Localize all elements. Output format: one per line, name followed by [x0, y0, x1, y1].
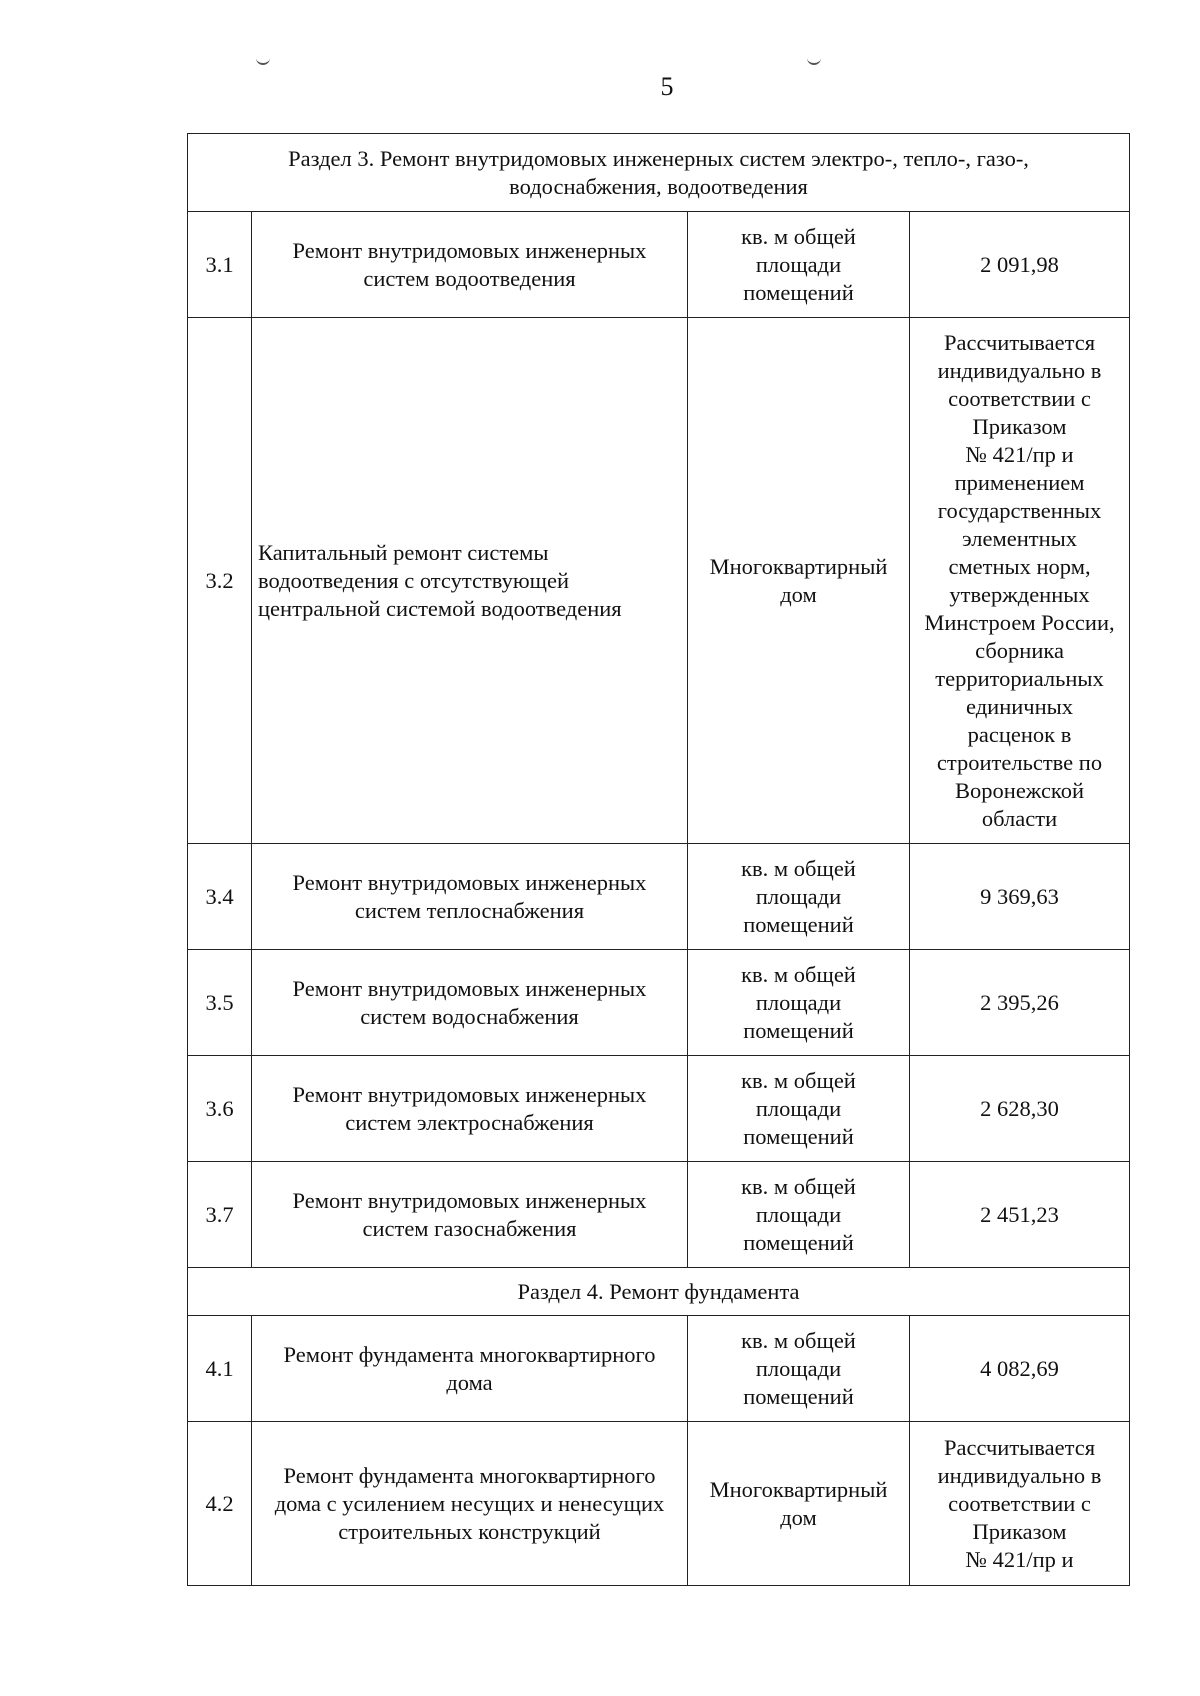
cost-value: 2 451,23 [910, 1162, 1130, 1268]
section-header-row [188, 1268, 1130, 1316]
unit: кв. м общей площади помещений [688, 1316, 910, 1422]
page-number: 5 [660, 72, 674, 101]
work-name: Ремонт фундамента многоквартирного дома с усилением несущих и ненесущих строительных конструкций [252, 1422, 688, 1586]
table-row [188, 950, 1130, 1056]
section-title: Раздел 4. Ремонт фундамента [188, 1268, 1130, 1316]
work-name: Ремонт внутридомовых инженерных систем водоснабжения [252, 950, 688, 1056]
row-number: 3.2 [188, 318, 252, 844]
section-title: Раздел 3. Ремонт внутридомовых инженерных систем электро-, тепло-, газо-, водоснабжения, водоотведения [188, 134, 1130, 212]
work-name: Капитальный ремонт системы водоотведения с отсутствующей центральной системой водоотведения [252, 318, 688, 844]
row-number: 3.1 [188, 212, 252, 318]
cost-value: 9 369,63 [910, 844, 1130, 950]
row-number: 3.5 [188, 950, 252, 1056]
unit: кв. м общей площади помещений [688, 1162, 910, 1268]
work-name: Ремонт фундамента многоквартирного дома [252, 1316, 688, 1422]
work-name: Ремонт внутридомовых инженерных систем водоотведения [252, 212, 688, 318]
unit: Многоквартирный дом [688, 318, 910, 844]
work-name: Ремонт внутридомовых инженерных систем электроснабжения [252, 1056, 688, 1162]
row-number: 3.4 [188, 844, 252, 950]
table-row [188, 1162, 1130, 1268]
cost-value: 2 628,30 [910, 1056, 1130, 1162]
cost-value: 4 082,69 [910, 1316, 1130, 1422]
cost-value: Рассчитывается индивидуально в соответствии с Приказом № 421/пр и [910, 1422, 1130, 1586]
table-row [188, 844, 1130, 950]
table-row [188, 318, 1130, 844]
cost-value: 2 395,26 [910, 950, 1130, 1056]
scan-mark-right [807, 58, 821, 65]
table-row [188, 1056, 1130, 1162]
unit: кв. м общей площади помещений [688, 212, 910, 318]
unit: кв. м общей площади помещений [688, 1056, 910, 1162]
unit: Многоквартирный дом [688, 1422, 910, 1586]
table-row [188, 212, 1130, 318]
scan-mark-left [256, 58, 270, 65]
row-number: 4.1 [188, 1316, 252, 1422]
row-number: 3.7 [188, 1162, 252, 1268]
work-name: Ремонт внутридомовых инженерных систем теплоснабжения [252, 844, 688, 950]
work-name: Ремонт внутридомовых инженерных систем газоснабжения [252, 1162, 688, 1268]
works-table [187, 133, 1130, 1586]
cost-value: 2 091,98 [910, 212, 1130, 318]
unit: кв. м общей площади помещений [688, 950, 910, 1056]
table-row [188, 1316, 1130, 1422]
row-number: 4.2 [188, 1422, 252, 1586]
table-row [188, 1422, 1130, 1586]
section-header-row [188, 134, 1130, 212]
cost-value: Рассчитывается индивидуально в соответствии с Приказом № 421/пр и применением государственных элементных сметных норм, утвержденных Минстроем России, сборника территориальных единичных расценок в строительстве по Воронежской области [910, 318, 1130, 844]
unit: кв. м общей площади помещений [688, 844, 910, 950]
row-number: 3.6 [188, 1056, 252, 1162]
